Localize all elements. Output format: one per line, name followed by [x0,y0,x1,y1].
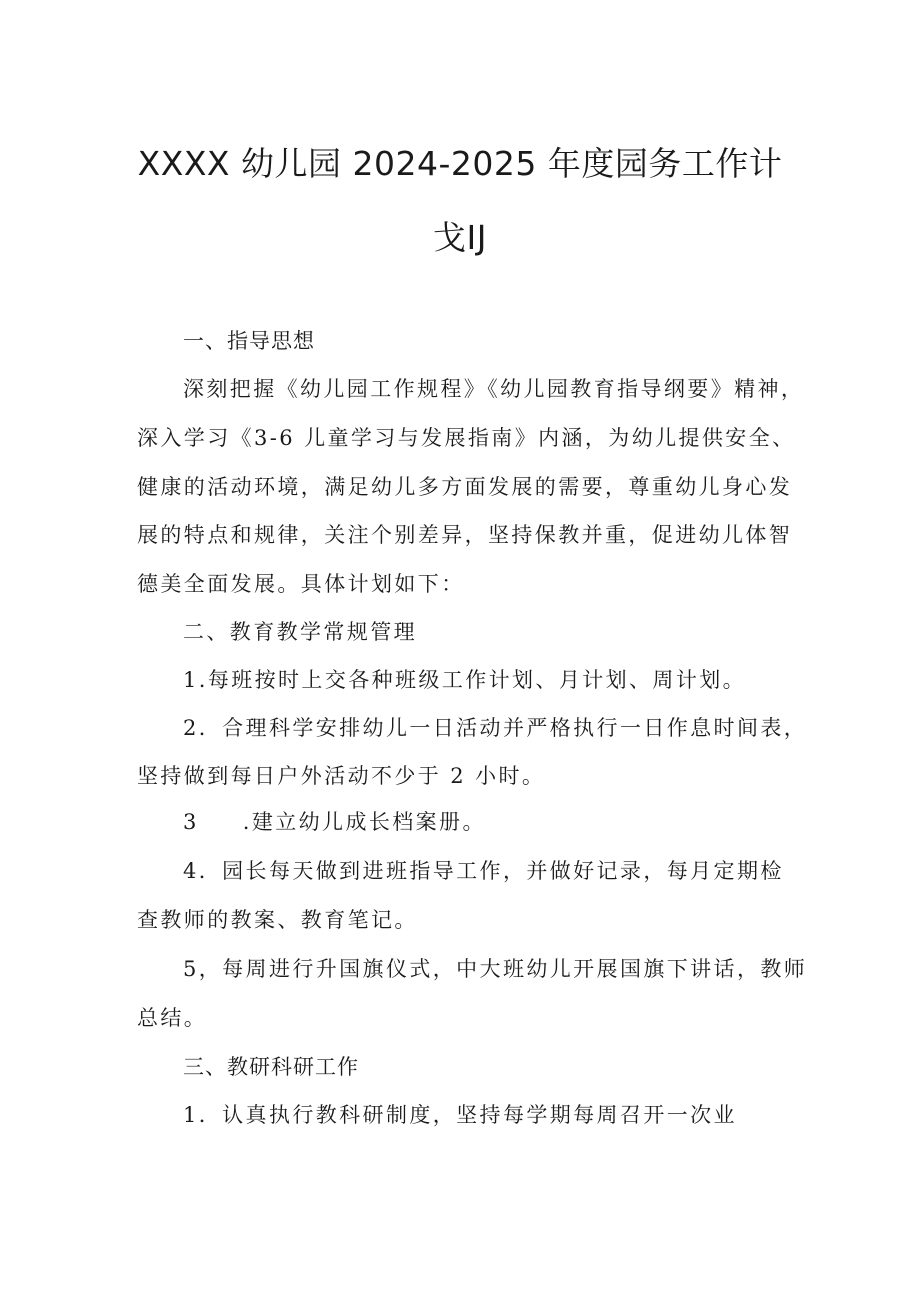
section-heading-teaching-management: 二、教育教学常规管理 [183,620,417,644]
list-item-continuation: 查教师的教案、教育笔记。 [137,908,418,932]
document-title-line-1: XXXX 幼儿园 2024-2025 年度园务工作计 [137,144,783,183]
list-item: 1.每班按时上交各种班级工作计划、月计划、周计划。 [183,668,747,692]
paragraph-line: 健康的活动环境，满足幼儿多方面发展的需要，尊重幼儿身心发 [137,475,793,499]
list-item-continuation: 坚持做到每日户外活动不少于 2 小时。 [137,764,546,788]
paragraph-line: 深刻把握《幼儿园工作规程》《幼儿园教育指导纲要》精神， [183,377,805,401]
paragraph-line: 展的特点和规律，关注个别差异，坚持保教并重，促进幼儿体智 [137,523,793,547]
list-item: 5，每周进行升国旗仪式，中大班幼儿开展国旗下讲话，教师 [183,957,808,981]
list-item-text: .建立幼儿成长档案册。 [242,810,486,834]
list-item-number: 3 [183,810,199,834]
section-heading-research-work: 三、教研科研工作 [183,1055,359,1079]
paragraph-line: 深入学习《3-6 儿童学习与发展指南》内涵，为幼儿提供安全、 [137,426,796,450]
list-item [183,806,486,836]
list-item: 2．合理科学安排幼儿一日活动并严格执行一日作息时间表， [183,716,808,740]
paragraph-line: 德美全面发展。具体计划如下： [137,572,465,596]
list-item: 1．认真执行教科研制度，坚持每学期每周召开一次业 [183,1103,737,1127]
document-title-line-2: 戈IJ [433,218,487,257]
section-heading-guiding-ideology: 一、指导思想 [183,329,315,353]
list-item: 4．园长每天做到进班指导工作，并做好记录，每月定期检 [183,859,784,883]
list-item-continuation: 总结。 [137,1006,208,1030]
